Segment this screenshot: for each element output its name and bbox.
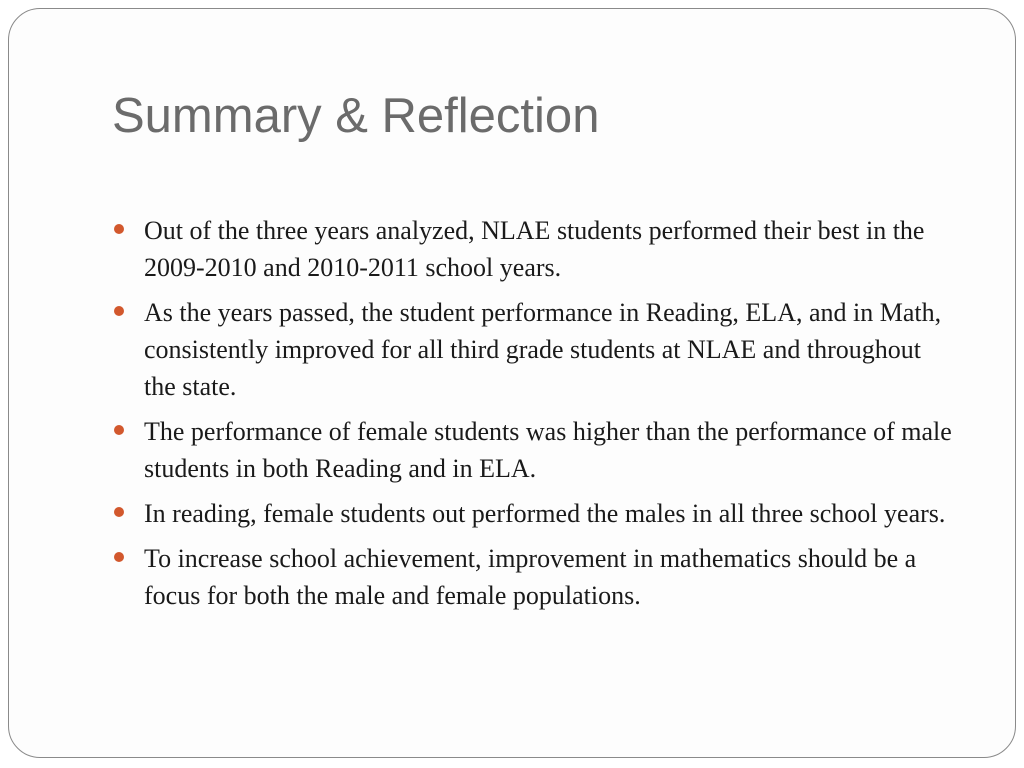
bullet-text: The performance of female students was higher than the performance of male students in both Reading and in ELA. [144,417,952,483]
bullet-icon [114,507,124,517]
bullet-item [112,495,952,532]
bullet-item [112,413,952,487]
bullet-icon [114,306,124,316]
bullet-icon [114,552,124,562]
slide-title: Summary & Reflection [112,89,600,143]
bullet-text: In reading, female students out performed the males in all three school years. [144,499,946,528]
bullet-item [112,540,952,614]
bullet-icon [114,425,124,435]
bullet-list [112,212,952,622]
bullet-text: To increase school achievement, improvement in mathematics should be a focus for both the male and female populations. [144,544,917,610]
bullet-text: As the years passed, the student performance in Reading, ELA, and in Math, consistently improved for all third grade students at NLAE and throughout the state. [144,298,942,401]
bullet-icon [114,224,124,234]
bullet-item [112,294,952,405]
bullet-item [112,212,952,286]
bullet-text: Out of the three years analyzed, NLAE students performed their best in the 2009-2010 and 2010-2011 school years. [144,216,925,282]
